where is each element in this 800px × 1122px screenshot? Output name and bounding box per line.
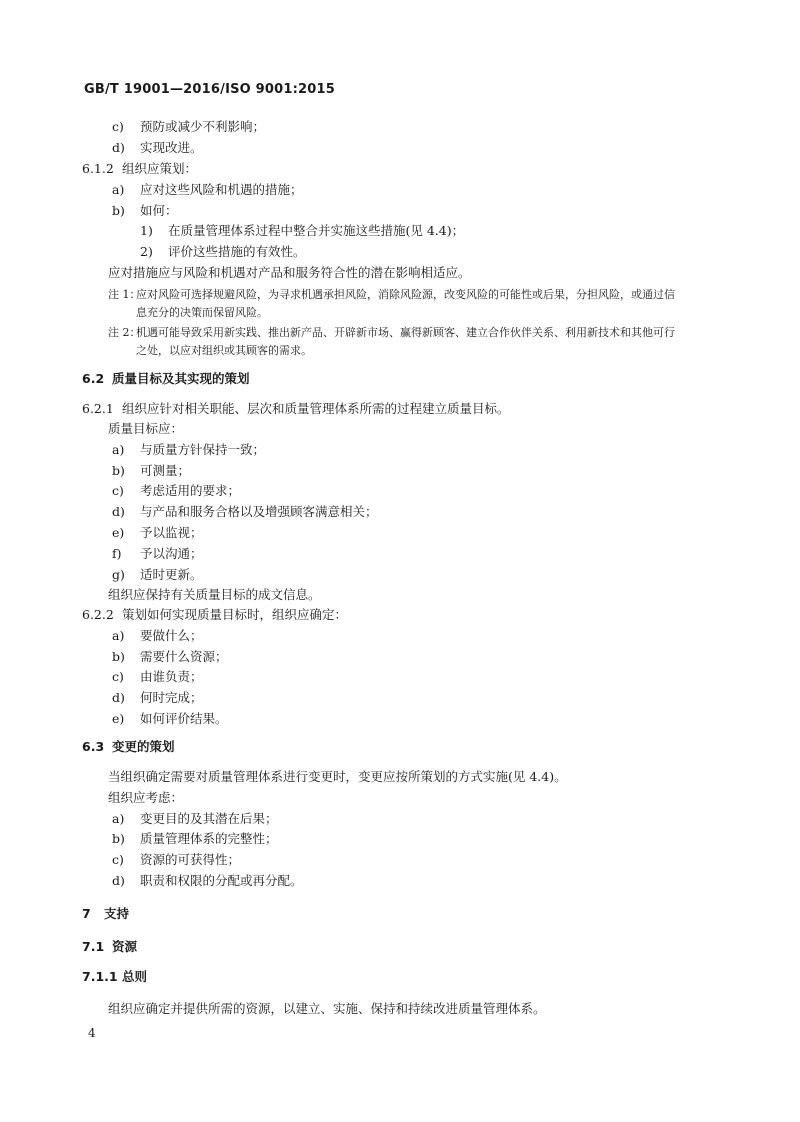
list-item: d) 实现改进。 bbox=[112, 140, 203, 155]
list-item: a) 变更目的及其潜在后果； bbox=[112, 811, 278, 826]
page-number: 4 bbox=[88, 1026, 96, 1040]
list-item: a) 与质量方针保持一致； bbox=[112, 442, 266, 457]
clause-6-1-2: 6.1.2 组织应策划： bbox=[82, 161, 198, 176]
paragraph: 组织应确定并提供所需的资源，以建立、实施、保持和持续改进质量管理体系。 bbox=[108, 1001, 546, 1016]
sub-list-item: 2) 评价这些措施的有效性。 bbox=[140, 244, 306, 259]
list-item: b) 如何： bbox=[112, 203, 178, 218]
section-heading-7-1-1: 7.1.1 总则 bbox=[82, 969, 148, 984]
list-item: g) 适时更新。 bbox=[112, 567, 203, 582]
list-item: e) 予以监视； bbox=[112, 525, 203, 540]
list-item: e) 如何评价结果。 bbox=[112, 711, 228, 726]
note-2: 注 2：机遇可能导致采用新实践、推出新产品、开辟新市场、赢得新顾客、建立合作伙伴关系、利用新技术和其他可行 bbox=[108, 326, 675, 339]
note-1: 注 1：应对风险可选择规避风险，为寻求机遇承担风险，消除风险源，改变风险的可能性或后果，分担风险，或通过信 bbox=[108, 288, 675, 301]
list-item: c) 资源的可获得性； bbox=[112, 852, 241, 867]
list-item: a) 要做什么； bbox=[112, 628, 203, 643]
section-heading-6-3: 6.3 变更的策划 bbox=[82, 739, 175, 754]
paragraph: 组织应保持有关质量目标的成文信息。 bbox=[108, 587, 321, 602]
paragraph: 应对措施应与风险和机遇对产品和服务符合性的潜在影响相适应。 bbox=[108, 265, 471, 280]
paragraph: 组织应考虑： bbox=[108, 790, 184, 805]
standard-header: GB/T 19001—2016/ISO 9001:2015 bbox=[84, 82, 336, 97]
clause-6-2-2: 6.2.2 策划如何实现质量目标时，组织应确定： bbox=[82, 607, 348, 622]
list-item: b) 可测量； bbox=[112, 463, 191, 478]
chapter-heading-7: 7 支持 bbox=[82, 906, 130, 921]
list-item: a) 应对这些风险和机遇的措施； bbox=[112, 182, 303, 197]
note-1-cont: 息充分的决策而保留风险。 bbox=[136, 306, 268, 319]
section-heading-6-2: 6.2 质量目标及其实现的策划 bbox=[82, 371, 250, 386]
list-item: c) 考虑适用的要求； bbox=[112, 483, 241, 498]
list-item: d) 何时完成； bbox=[112, 690, 203, 705]
note-2-cont: 之处，以应对组织或其顾客的需求。 bbox=[136, 344, 312, 357]
list-item: b) 需要什么资源； bbox=[112, 649, 228, 664]
list-item: f) 予以沟通； bbox=[112, 546, 203, 561]
list-item: c) 由谁负责； bbox=[112, 669, 203, 684]
section-heading-7-1: 7.1 资源 bbox=[82, 939, 138, 954]
list-item: c) 预防或减少不利影响； bbox=[112, 119, 266, 134]
list-item: d) 职责和权限的分配或再分配。 bbox=[112, 873, 303, 888]
paragraph: 当组织确定需要对质量管理体系进行变更时，变更应按所策划的方式实施(见 4.4)。 bbox=[108, 769, 567, 784]
list-item: b) 质量管理体系的完整性； bbox=[112, 831, 278, 846]
list-item: d) 与产品和服务合格以及增强顾客满意相关； bbox=[112, 504, 378, 519]
paragraph: 质量目标应： bbox=[108, 421, 184, 436]
sub-list-item: 1) 在质量管理体系过程中整合并实施这些措施(见 4.4)； bbox=[140, 223, 465, 238]
clause-6-2-1: 6.2.1 组织应针对相关职能、层次和质量管理体系所需的过程建立质量目标。 bbox=[82, 401, 510, 416]
